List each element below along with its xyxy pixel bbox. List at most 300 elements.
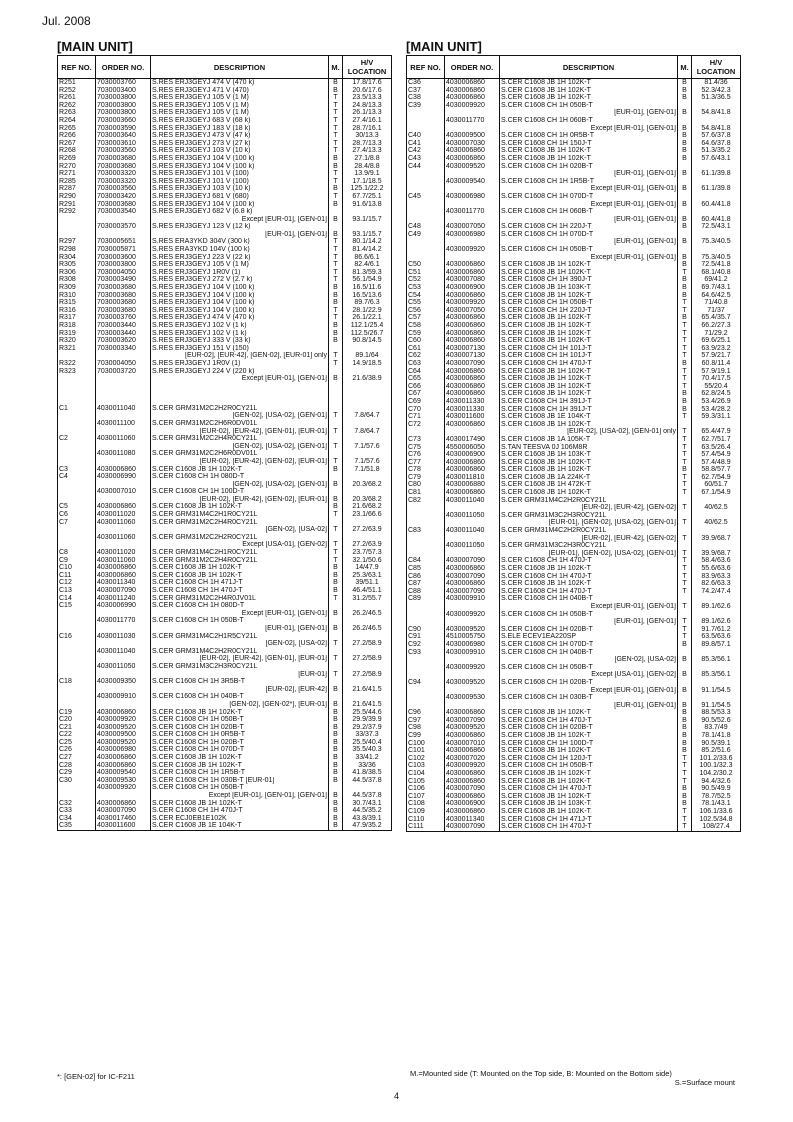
order-no-cell: 4030009520 — [445, 724, 500, 732]
table-row — [58, 777, 392, 785]
order-no-cell: 4030007080 — [445, 276, 500, 284]
location-cell: 75.3/40.5 — [692, 238, 741, 246]
description-cell: S.RES ERJ3GEYJ 681 V (680) — [151, 193, 329, 201]
location-cell: 20.6/17.6 — [343, 87, 392, 95]
order-no-cell: 7030003340 — [96, 345, 151, 353]
table-row — [58, 292, 392, 300]
ref-no-cell — [58, 458, 96, 466]
order-no-cell: 4030007090 — [445, 573, 500, 581]
mounted-side-cell: T — [329, 170, 343, 178]
table-row — [58, 496, 392, 504]
location-cell: 57.4/54.9 — [692, 451, 741, 459]
table-row — [58, 87, 392, 95]
order-no-cell — [445, 170, 500, 178]
location-cell: 55.6/63.6 — [692, 565, 741, 573]
ref-no-cell: C3 — [58, 466, 96, 474]
ref-no-cell: C40 — [407, 132, 445, 140]
description-cell: S.CER C1608 JB 1H 103K-T — [500, 451, 678, 459]
ref-no-cell — [58, 541, 96, 549]
table-row — [58, 185, 392, 193]
description-cell: S.CER C1608 CH 1H 050B-T — [500, 664, 678, 672]
mounted-side-cell: T — [329, 314, 343, 322]
table-row — [407, 223, 741, 231]
location-cell — [343, 405, 392, 413]
ref-no-cell: C97 — [407, 717, 445, 725]
description-cell: [EUR-01], [GEN-01] — [500, 109, 678, 117]
order-no-cell: 4030006860 — [445, 368, 500, 376]
description-cell: Except [EUR-01], [GEN-01] — [500, 254, 678, 262]
mounted-side-cell: B — [329, 731, 343, 739]
ref-no-cell — [58, 625, 96, 633]
order-no-cell: 4030006860 — [445, 261, 500, 269]
mounted-side-cell — [678, 611, 692, 619]
description-cell: S.CER C1608 CH 1H 030B-T [EUR-01] — [151, 777, 329, 785]
ref-no-cell: C85 — [407, 565, 445, 573]
ref-no-cell: C91 — [407, 633, 445, 641]
description-cell: S.RES ERJ3GEYJ 1R0V (1) — [151, 360, 329, 368]
order-no-cell: 7030003570 — [96, 223, 151, 231]
ref-no-cell — [58, 701, 96, 709]
order-no-cell: 4030009520 — [445, 626, 500, 634]
location-cell — [692, 231, 741, 239]
description-cell: S.CER C1608 CH 1H 080D-T — [151, 473, 329, 481]
order-no-cell: 4030006860 — [445, 330, 500, 338]
mounted-side-cell: T — [329, 94, 343, 102]
order-no-cell: 4030009910 — [96, 693, 151, 701]
order-no-cell: 4030006860 — [96, 466, 151, 474]
description-cell: Except [EUR-01], [GEN-01] — [500, 201, 678, 209]
ref-no-cell: C67 — [407, 390, 445, 398]
mounted-side-cell: T — [678, 352, 692, 360]
description-cell: S.CER C1608 CH 1H 0R5B-T — [500, 132, 678, 140]
order-no-cell — [445, 656, 500, 664]
table-row — [407, 163, 741, 171]
description-cell: S.RES ERJ3GEYJ 682 V (6.8 k) — [151, 208, 329, 216]
ref-no-cell — [407, 535, 445, 543]
description-cell: S.CER C1608 CH 1H 050B-T — [151, 716, 329, 724]
ref-no-cell: C18 — [58, 678, 96, 686]
location-cell: 101.2/33.6 — [692, 755, 741, 763]
location-cell: 102.5/34.8 — [692, 816, 741, 824]
ref-no-cell: R290 — [58, 193, 96, 201]
ref-no-cell: C69 — [407, 398, 445, 406]
location-cell: 26.1/13.3 — [343, 109, 392, 117]
description-cell: S.RES ERJ3GEYJ 101 V (100) — [151, 170, 329, 178]
location-cell — [343, 420, 392, 428]
table-row — [58, 299, 392, 307]
ref-no-cell — [58, 488, 96, 496]
ref-no-cell — [58, 648, 96, 656]
mounted-side-cell: B — [329, 481, 343, 489]
table-row — [407, 550, 741, 558]
ref-no-cell — [407, 246, 445, 254]
location-cell — [343, 368, 392, 376]
order-no-cell: 7030003680 — [96, 155, 151, 163]
ref-no-cell — [58, 352, 96, 360]
description-cell: S.CER C1608 JB 1H 102K-T — [500, 709, 678, 717]
table-row — [58, 345, 392, 353]
table-row — [407, 322, 741, 330]
location-cell — [692, 102, 741, 110]
description-cell: S.CER C1608 CH 1H 050B-T — [151, 784, 329, 792]
table-row — [58, 746, 392, 754]
ref-no-cell: C16 — [58, 633, 96, 641]
location-cell: 32.1/50.6 — [343, 557, 392, 565]
table-row — [407, 702, 741, 710]
table-row — [58, 784, 392, 792]
order-no-cell: 7030003620 — [96, 337, 151, 345]
description-cell: [EUR-02], [EUR-42], [GEN-02] — [500, 535, 678, 543]
location-cell: 104.2/30.2 — [692, 770, 741, 778]
order-no-cell: 4030006860 — [445, 390, 500, 398]
table-row — [58, 633, 392, 641]
ref-no-cell: C41 — [407, 140, 445, 148]
order-no-cell: 7030003680 — [96, 284, 151, 292]
mounted-side-cell — [329, 784, 343, 792]
location-cell: 78.7/52.5 — [692, 793, 741, 801]
left-table-header — [58, 56, 392, 79]
description-cell: S.CER C1608 JB 1A 224K-T — [500, 474, 678, 482]
mounted-side-cell: T — [329, 428, 343, 436]
description-cell: [GEN-02], [USA-02] — [500, 656, 678, 664]
order-no-cell — [445, 519, 500, 527]
location-cell: 26.1/22.1 — [343, 314, 392, 322]
location-cell: 40/62.5 — [692, 504, 741, 512]
table-row — [58, 595, 392, 603]
right-parts-table — [406, 55, 741, 832]
description-cell: S.CER C1608 JB 1A 105K-T — [500, 436, 678, 444]
ref-no-cell: C25 — [58, 739, 96, 747]
mounted-side-cell: B — [678, 656, 692, 664]
mounted-side-cell — [678, 246, 692, 254]
mounted-side-cell: T — [329, 140, 343, 148]
order-no-cell: 4030011060 — [96, 557, 151, 565]
order-no-cell: 4030011040 — [445, 497, 500, 505]
column-header-order-no: ORDER NO. — [96, 56, 151, 79]
ref-no-cell — [58, 428, 96, 436]
table-row — [58, 102, 392, 110]
location-cell: 16.5/11.6 — [343, 284, 392, 292]
location-cell: 51.3/36.5 — [692, 94, 741, 102]
location-cell: 59.3/31.1 — [692, 413, 741, 421]
location-cell: 112.5/26.7 — [343, 330, 392, 338]
table-row — [407, 816, 741, 824]
location-cell: 94.4/32.6 — [692, 778, 741, 786]
order-no-cell: 4030006990 — [96, 602, 151, 610]
table-row — [407, 800, 741, 808]
order-no-cell: 4030009910 — [445, 649, 500, 657]
table-row — [407, 390, 741, 398]
description-cell: [GEN-02], [USA-02], [GEN-01] — [151, 481, 329, 489]
ref-no-cell — [58, 443, 96, 451]
table-row — [407, 299, 741, 307]
location-cell: 57.6/37.8 — [692, 132, 741, 140]
description-cell: S.CER C1608 CH 1H 470J-T — [500, 823, 678, 831]
description-cell: [GEN-02], [USA-02] — [151, 640, 329, 648]
mounted-side-cell: B — [678, 717, 692, 725]
location-cell: 7.8/64.7 — [343, 412, 392, 420]
mounted-side-cell: B — [329, 299, 343, 307]
description-cell: [EUR-02], [EUR-42], [GEN-02], [EUR-01] — [151, 458, 329, 466]
description-cell: S.CER C1608 JB 1H 102K-T — [151, 762, 329, 770]
location-cell: 64.6/37.8 — [692, 140, 741, 148]
table-row — [58, 178, 392, 186]
mounted-side-cell: B — [678, 292, 692, 300]
table-row — [407, 459, 741, 467]
mounted-side-cell: T — [678, 504, 692, 512]
location-cell: 24.8/13.3 — [343, 102, 392, 110]
ref-no-cell: C104 — [407, 770, 445, 778]
description-cell: S.CER C1608 CH 1H 050B-T — [500, 246, 678, 254]
location-cell: 28.7/13.3 — [343, 140, 392, 148]
mounted-side-cell: B — [678, 185, 692, 193]
ref-no-cell: C73 — [407, 436, 445, 444]
order-no-cell: 4030009540 — [96, 769, 151, 777]
mounted-side-cell: T — [678, 762, 692, 770]
order-no-cell: 4030006860 — [445, 383, 500, 391]
ref-no-cell: C56 — [407, 307, 445, 315]
order-no-cell: 4030006860 — [445, 732, 500, 740]
order-no-cell — [445, 504, 500, 512]
mounted-side-cell: B — [329, 709, 343, 717]
ref-no-cell — [58, 383, 96, 394]
mounted-side-cell: T — [329, 276, 343, 284]
order-no-cell: 4030006860 — [96, 572, 151, 580]
description-cell: S.CER C1608 CH 1H 020B-T — [151, 724, 329, 732]
location-cell: 47.9/35.2 — [343, 822, 392, 830]
mounted-side-cell: T — [329, 412, 343, 420]
mounted-side-cell: T — [329, 458, 343, 466]
location-cell: 53.4/26.9 — [692, 398, 741, 406]
location-cell: 90.8/14.5 — [343, 337, 392, 345]
location-cell — [692, 664, 741, 672]
order-no-cell — [96, 458, 151, 466]
location-cell — [692, 421, 741, 429]
order-no-cell: 4030007020 — [445, 755, 500, 763]
table-row — [58, 693, 392, 701]
description-cell: [EUR-02], [EUR-42], [GEN-01], [EUR-01] — [151, 655, 329, 663]
ref-no-cell: C21 — [58, 724, 96, 732]
table-row — [58, 572, 392, 580]
description-cell: S.CER C1608 CH 1H 390J-T — [500, 276, 678, 284]
location-cell: 33/36 — [343, 762, 392, 770]
description-cell: S.CER ECJ0EB1E102K — [151, 815, 329, 823]
mounted-side-cell — [329, 693, 343, 701]
order-no-cell: 4030006860 — [96, 762, 151, 770]
ref-no-cell: C48 — [407, 223, 445, 231]
location-cell — [692, 178, 741, 186]
location-cell: 57.9/19.1 — [692, 368, 741, 376]
description-cell: S.CER GRM31M2C2H6R0DV01L — [151, 420, 329, 428]
description-cell: S.RES ERA3YKD 104V (100 k) — [151, 246, 329, 254]
location-cell — [692, 208, 741, 216]
order-no-cell: 4030006860 — [445, 747, 500, 755]
order-no-cell: 4030009920 — [445, 611, 500, 619]
table-row — [407, 238, 741, 246]
order-no-cell: 4030011020 — [96, 549, 151, 557]
location-cell: 72.5/43.1 — [692, 223, 741, 231]
left-section-title: [MAIN UNIT] — [57, 39, 133, 54]
location-cell: 63.5/26.4 — [692, 444, 741, 452]
order-no-cell: 4030006860 — [445, 709, 500, 717]
order-no-cell: 4030011810 — [445, 474, 500, 482]
mounted-side-cell: B — [329, 815, 343, 823]
mounted-side-cell: B — [329, 686, 343, 694]
table-row — [58, 769, 392, 777]
column-header-mounted-side: M. — [678, 56, 692, 79]
description-cell: S.CER C1608 CH 1H 0R5B-T — [151, 731, 329, 739]
location-cell: 21.6/41.5 — [343, 701, 392, 709]
ref-no-cell: C90 — [407, 626, 445, 634]
description-cell: S.CER C1608 JB 1H 102K-T — [500, 292, 678, 300]
location-cell: 25.3/63.1 — [343, 572, 392, 580]
order-no-cell: 4030011050 — [96, 663, 151, 671]
location-cell: 62.7/51.7 — [692, 436, 741, 444]
description-cell: S.RES ERJ3GEYJ 683 V (68 k) — [151, 117, 329, 125]
mounted-side-cell: T — [678, 299, 692, 307]
ref-no-cell: C101 — [407, 747, 445, 755]
description-cell: Except [EUR-01], [GEN-01] — [500, 125, 678, 133]
ref-no-cell: C32 — [58, 800, 96, 808]
ref-no-cell: C102 — [407, 755, 445, 763]
order-no-cell — [96, 541, 151, 549]
ref-no-cell — [58, 686, 96, 694]
location-cell: 60.4/41.8 — [692, 201, 741, 209]
ref-no-cell — [407, 618, 445, 626]
table-row — [407, 284, 741, 292]
mounted-side-cell: T — [329, 307, 343, 315]
mounted-side-cell — [678, 231, 692, 239]
mounted-side-cell: T — [678, 345, 692, 353]
description-cell: Except [EUR-01], [GEN-01] — [151, 216, 329, 224]
table-row — [407, 117, 741, 125]
description-cell: S.CER C1608 JB 1H 102K-T — [500, 793, 678, 801]
ref-no-cell: C53 — [407, 284, 445, 292]
mounted-side-cell: B — [329, 724, 343, 732]
ref-no-cell: R262 — [58, 102, 96, 110]
mounted-side-cell: B — [329, 610, 343, 618]
ref-no-cell — [58, 663, 96, 671]
ref-no-cell: R263 — [58, 109, 96, 117]
description-cell: S.CER GRM31M3C2H3R0CY21L — [151, 663, 329, 671]
ref-no-cell: C62 — [407, 352, 445, 360]
ref-no-cell: C5 — [58, 503, 96, 511]
order-no-cell — [445, 125, 500, 133]
order-no-cell: 4030009530 — [96, 777, 151, 785]
ref-no-cell: C111 — [407, 823, 445, 831]
mounted-side-cell: B — [678, 314, 692, 322]
order-no-cell: 4030009520 — [445, 163, 500, 171]
order-no-cell: 4510005750 — [445, 633, 500, 641]
mounted-side-cell — [329, 633, 343, 641]
order-no-cell: 4030006860 — [445, 79, 500, 87]
order-no-cell: 4030007130 — [445, 352, 500, 360]
order-no-cell — [96, 640, 151, 648]
ref-no-cell: C6 — [58, 511, 96, 519]
mounted-side-cell: T — [329, 640, 343, 648]
location-cell: 83.9/63.3 — [692, 573, 741, 581]
ref-no-cell — [407, 238, 445, 246]
description-cell: S.CER C1608 JB 1H 102K-T — [500, 778, 678, 786]
table-row — [407, 489, 741, 497]
table-row — [58, 79, 392, 87]
order-no-cell: 4030011100 — [96, 420, 151, 428]
mounted-side-cell: B — [329, 762, 343, 770]
table-row — [407, 755, 741, 763]
mounted-side-cell — [678, 193, 692, 201]
order-no-cell: 4030007090 — [445, 360, 500, 368]
ref-no-cell: C61 — [407, 345, 445, 353]
ref-no-cell: C27 — [58, 754, 96, 762]
mounted-side-cell: T — [329, 261, 343, 269]
order-no-cell: 4030006860 — [445, 155, 500, 163]
order-no-cell: 4030006860 — [96, 503, 151, 511]
description-cell: S.CER C1608 CH 1H 120J-T — [500, 755, 678, 763]
order-no-cell: 4030006860 — [445, 580, 500, 588]
ref-no-cell — [58, 420, 96, 428]
order-no-cell: 7030003640 — [96, 132, 151, 140]
mounted-side-cell: T — [678, 428, 692, 436]
location-cell: 75.3/40.5 — [692, 254, 741, 262]
location-cell: 28.7/16.1 — [343, 125, 392, 133]
description-cell: S.CER C1608 JB 1H 102K-T — [500, 489, 678, 497]
mounted-side-cell: T — [678, 808, 692, 816]
ref-no-cell: C71 — [407, 413, 445, 421]
ref-no-cell: C82 — [407, 497, 445, 505]
location-cell: 41.8/38.5 — [343, 769, 392, 777]
ref-no-cell — [58, 610, 96, 618]
table-row — [58, 201, 392, 209]
order-no-cell: 4030006860 — [445, 489, 500, 497]
column-header-hv-location: H/V LOCATION — [692, 56, 741, 79]
table-row — [58, 368, 392, 376]
description-cell: S.RES ERJ3GEYJ 333 V (33 k) — [151, 337, 329, 345]
order-no-cell: 4030009920 — [445, 299, 500, 307]
location-cell: 91.7/61.2 — [692, 626, 741, 634]
location-cell: 60.4/41.8 — [692, 216, 741, 224]
order-no-cell: 4030009530 — [445, 694, 500, 702]
order-no-cell: 4030007090 — [96, 587, 151, 595]
location-cell: 27.2/58.9 — [343, 640, 392, 648]
description-cell: S.RES ERJ3GEYJ 101 V (100) — [151, 178, 329, 186]
order-no-cell: 4030006860 — [445, 87, 500, 95]
ref-no-cell: C98 — [407, 724, 445, 732]
mounted-side-cell: B — [678, 793, 692, 801]
location-cell: 29.2/37.9 — [343, 724, 392, 732]
order-no-cell: 4030009920 — [96, 716, 151, 724]
mounted-side-cell: T — [329, 352, 343, 360]
order-no-cell — [96, 496, 151, 504]
order-no-cell: 7030003680 — [96, 299, 151, 307]
location-cell: 89.7/6.3 — [343, 299, 392, 307]
description-cell: S.RES ERJ3GEYJ 105 V (1 M) — [151, 109, 329, 117]
location-cell: 69.6/25.1 — [692, 337, 741, 345]
ref-no-cell: R323 — [58, 368, 96, 376]
table-row — [58, 534, 392, 542]
description-cell: S.CER C1608 JB 1H 102K-T — [500, 459, 678, 467]
order-no-cell: 4030006900 — [445, 451, 500, 459]
description-cell: S.CER C1608 JB 1H 102K-T — [151, 466, 329, 474]
mounted-side-cell: B — [329, 375, 343, 383]
description-cell: S.RES ERJ3GEYJ 151 V (150) — [151, 345, 329, 353]
ref-no-cell — [58, 526, 96, 534]
location-cell: 7.1/57.6 — [343, 443, 392, 451]
ref-no-cell — [407, 185, 445, 193]
location-cell — [343, 602, 392, 610]
location-cell: 7.8/64.7 — [343, 428, 392, 436]
ref-no-cell: C92 — [407, 641, 445, 649]
order-no-cell: 7030003600 — [96, 254, 151, 262]
